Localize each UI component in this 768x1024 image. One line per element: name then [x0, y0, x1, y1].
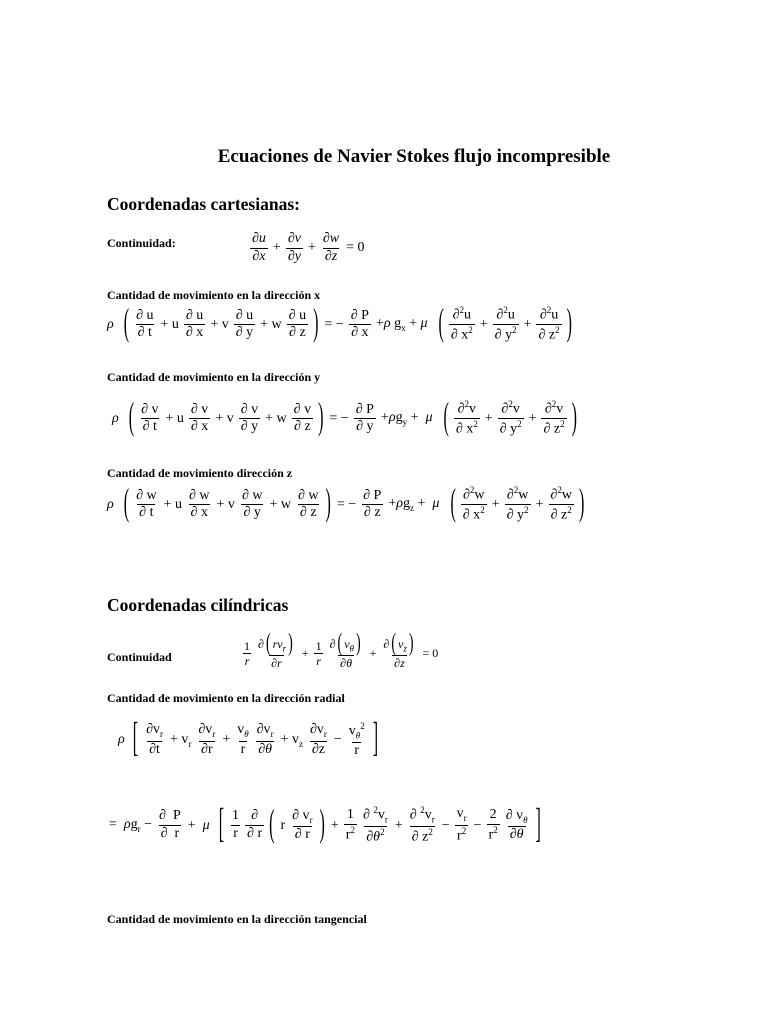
cartesian-continuity-equation: $\frac{\partial u}{\partial x}$ + $\frac{\partial v}{\partial y}$ + $\frac{\partial w}{\partial z}$ = 0: [252, 231, 365, 264]
page-title: Ecuaciones de Navier Stokes flujo incompresible: [217, 146, 611, 167]
y-momentum-equation: ρ ( $\frac{\partial v}{\partial t}$ + u $\frac{\partial v}{\partial x}$ + v $\frac{\partial v}{\partial y}$ + w $\frac{\partial v}{\partial z}$ ) = − $\frac{\partial P}{\partial y}$ $+\rho g_y + \mu$ ( $\frac{\partial^2v}{\partial x^2}$ + $\frac{\partial^2v}{\partial y^2}$ + $\frac{\partial^2v}{\partial z^2}$ ): [112, 397, 577, 439]
cylindrical-continuity-label: Continuidad: [107, 650, 172, 664]
z-momentum-equation: ρ ( $\frac{\partial w}{\partial t}$ + u $\frac{\partial w}{\partial x}$ + v $\frac{\partial w}{\partial y}$ + w $\frac{\partial w}{\partial z}$ ) = − $\frac{\partial P}{\partial z}$ $+\rho g_z + \mu$ ( $\frac{\partial^2w}{\partial x^2}$ + $\frac{\partial^2w}{\partial y^2}$ + $\frac{\partial^2w}{\partial z^2}$ ): [107, 483, 585, 525]
cylindrical-heading: Coordenadas cilíndricas: [107, 595, 289, 615]
radial-momentum-label: Cantidad de movimiento en la dirección radial: [107, 691, 345, 705]
cartesian-continuity-label: Continuidad:: [107, 236, 176, 250]
cartesian-heading: Coordenadas cartesianas:: [107, 194, 300, 214]
radial-momentum-lhs: ρ [ $\frac{\partial v_r}{\partial t}$ + $v_r$ $\frac{\partial v_r}{\partial r}$ + $\frac{v_\theta}{r}$ $\frac{\partial v_r}{\partial\theta}$ + $v_z$ $\frac{\partial v_r}{\partial z}$ − $\frac{v_\theta^2}{r}$ ]: [118, 716, 379, 762]
x-momentum-equation: ρ ( $\frac{\partial u}{\partial t}$ + u $\frac{\partial u}{\partial x}$ + v $\frac{\partial u}{\partial y}$ + w $\frac{\partial u}{\partial z}$ ) = − $\frac{\partial P}{\partial x}$ +ρ $g_x + \mu$ ( $\frac{\partial^2u}{\partial x^2}$ + $\frac{\partial^2u}{\partial y^2}$ + $\frac{\partial^2u}{\partial z^2}$ ): [107, 303, 572, 345]
x-momentum-label: Cantidad de movimiento en la dirección x: [107, 288, 321, 302]
y-momentum-label: Cantidad de movimiento en la dirección y: [107, 370, 321, 384]
z-momentum-label: Cantidad de movimiento dirección z: [107, 466, 293, 480]
cylindrical-continuity-equation: $\frac{1}{r}$ $\frac{\partial ( rv_r )}{\partial r}$ + $\frac{1}{r}$ $\frac{\partial ( v_\theta )}{\partial\theta}$ + $\frac{\partial ( v_z )}{\partial z}$ = 0: [244, 630, 439, 670]
tangential-momentum-label: Cantidad de movimiento en la dirección tangencial: [107, 912, 367, 926]
radial-momentum-rhs: = $\rho g_r$ − $\frac{\partial P}{\partial r}$ + μ [ $\frac{1}{r}$ $\frac{\partial}{\partial r}$ ( r $\frac{\partial v_r}{\partial r}$ ) + $\frac{1}{r^2}$ $\frac{\partial ^2v_r}{\partial\theta^2}$ + $\frac{\partial ^2v_r}{\partial z^2}$ − $\frac{v_r}{r^2}$ − $\frac{2}{r^2}$ $\frac{\partial v_\theta}{\partial\theta}$ ]: [109, 802, 541, 847]
